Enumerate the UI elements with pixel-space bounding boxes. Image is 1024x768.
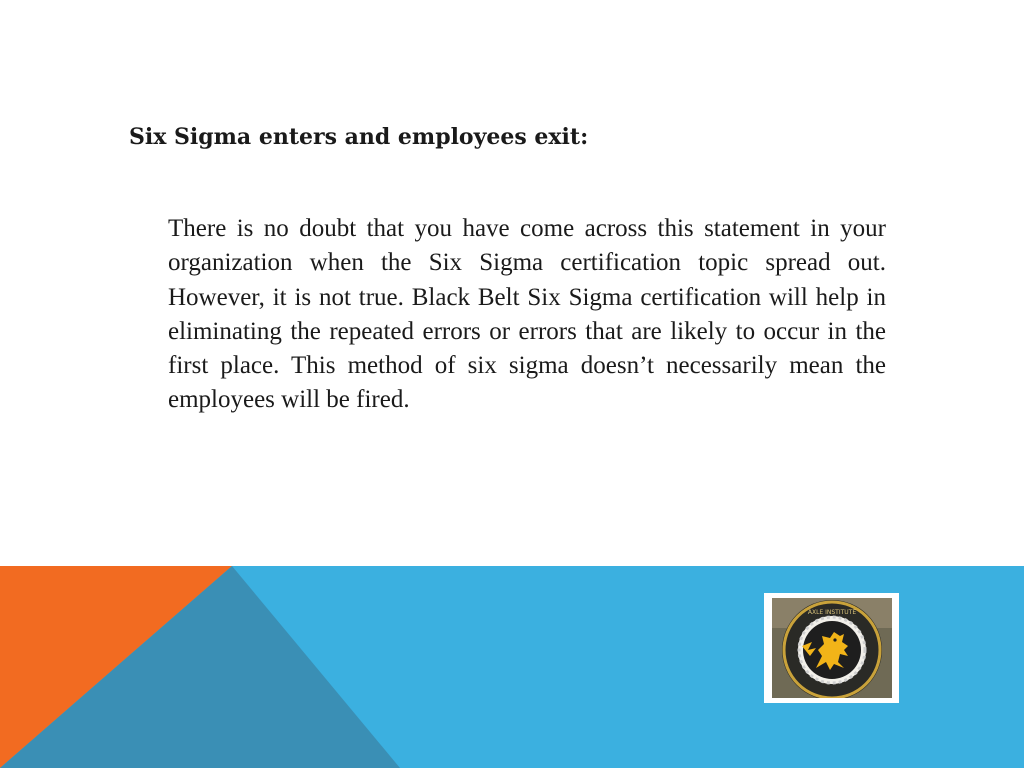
logo-ring-text: AXLE INSTITUTE [807,609,857,616]
lion-seal-icon [772,598,892,698]
logo-frame [764,593,899,703]
slide-body: There is no doubt that you have come across this statement in your organization when the Six Sigma certification topic spread out. However, it is not true. Black Belt Six Sigma certification will help in eliminating the repeated errors or errors that are likely to occur in the first place. This method of six sigma doesn’t necessarily mean the employees will be fired. [168,215,886,414]
slide-heading: Six Sigma enters and employees exit: [129,124,589,150]
